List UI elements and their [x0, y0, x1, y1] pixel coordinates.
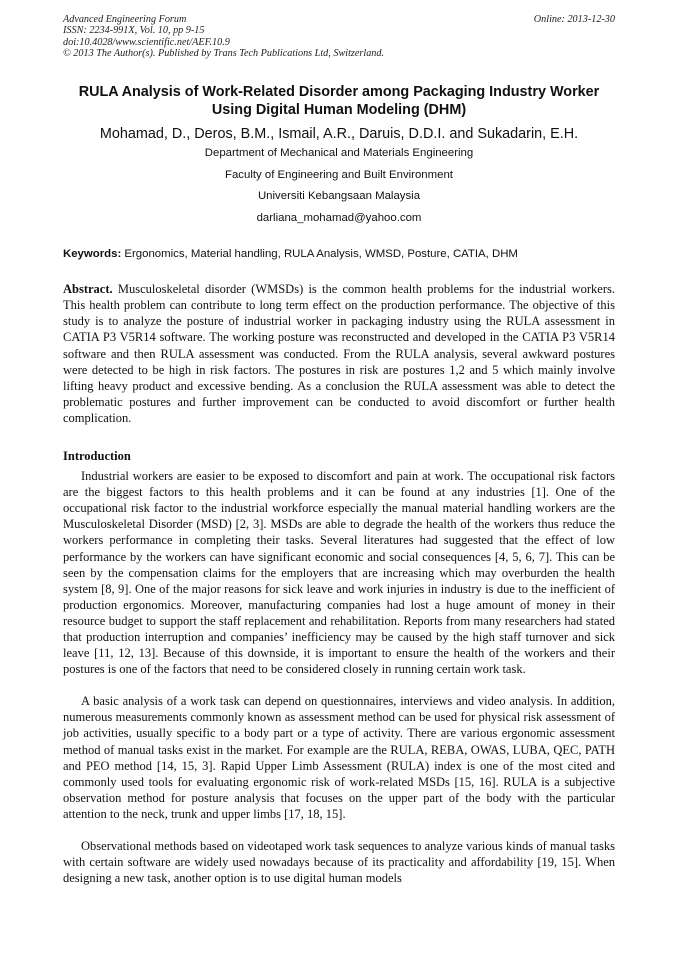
intro-paragraph: A basic analysis of a work task can depend on questionnaires, interviews and video analysis. In addition, numerous measurements commonly known as assessment method can be used for physical risk assessment of job activities, usually specific to a body part or a type of activity. There are various ergonomic assessment method of manual tasks exist in the market. For example are the RULA, REBA, OWAS, LUBA, QEC, PATH and PEO method [14, 15, 3]. Rapid Upper Limb Assessment (RULA) index is one of the most cited and commonly used tools for evaluating ergonomic risk of work-related MSDs [15, 16]. RULA is a subjective observation method for posture analysis that focuses on the upper part of the body with the particular attention to the neck, trunk and upper limbs [17, 18, 15].: [63, 694, 615, 821]
abstract-text: Musculoskeletal disorder (WMSDs) is the common health problems for the industrial workers. This health problem can contribute to long term effect on the production performance. The objective of this study is to analyze the posture of industrial worker in packaging industry using the RULA assessment in CATIA P3 V5R14 software. The working posture was reconstructed and developed in the CATIA P3 V5R14 software and then RULA assessment was conducted. From the RULA analysis, several awkward postures were detected to be high in risk factors. The postures in risk are postures 1,2 and 5 which mainly involve lifting heavy product and excessive bending. As a conclusion the RULA assessment was able to detect the problematic postures and further improvement can be conducted to avoid discomfort or further health complication.: [63, 282, 615, 425]
keywords-label: Keywords:: [63, 248, 122, 261]
author-email: darliana_mohamad@yahoo.com: [256, 211, 422, 224]
abstract-label: Abstract.: [63, 282, 113, 297]
affiliation-faculty: Faculty of Engineering and Built Environment: [225, 168, 453, 181]
intro-paragraph: Industrial workers are easier to be exposed to discomfort and pain at work. The occupational risk factors are the biggest factors to this health problems and it can be found at any industries [1]. One of the occupational risk factor to the industrial workforce especially the manual material handling workers are the Musculoskeletal Disorder (MSD) [2, 3]. MSDs are able to degrade the health of the workers thus reduce the workers performance in completing their tasks. Several literatures had suggested that the effect of low performance by the workers can have significant economic and social consequences [4, 5, 6, 7]. This can be seen by the compensation claims for the employers that are increasing which may overburden the health system [8, 9]. One of the major reasons for sick leave and work injuries in industry is due to the inefficient of production ergonomics. Moreover, manufacturing companies had lost a huge amount of money in their resource budget to support the staff replacement and rehabilitation. Reports from many researchers had stated that production interruption and companies’ inefficiency may be caused by the high staff turnover and sick leave [11, 12, 13]. Because of this downside, it is important to ensure the health of the workers and their postures is one of the factors that need to be considered closely in running certain work task.: [63, 469, 615, 677]
introduction-heading: Introduction: [63, 449, 131, 464]
paper-page: [63, 14, 615, 902]
doi-line: doi:10.4028/www.scientific.net/AEF.10.9: [63, 36, 230, 48]
keywords-text: Ergonomics, Material handling, RULA Analysis, WMSD, Posture, CATIA, DHM: [121, 248, 518, 261]
journal-name: Advanced Engineering Forum: [63, 14, 187, 25]
affiliation-department: Department of Mechanical and Materials Engineering: [204, 147, 474, 160]
author-list: Mohamad, D., Deros, B.M., Ismail, A.R., Daruis, D.D.I. and Sukadarin, E.H.: [99, 126, 579, 143]
issn-line: ISSN: 2234-991X, Vol. 10, pp 9-15: [63, 25, 205, 37]
journal-header: [63, 14, 615, 59]
keywords-block: [63, 247, 615, 261]
affiliation-university: Universiti Kebangsaan Malaysia: [257, 190, 421, 203]
intro-paragraph: Observational methods based on videotaped work task sequences to analyze various kinds of manual tasks with certain software are widely used nowadays because of its practicality and affordability [19, 15]. When designing a new task, another option is to use digital human models: [63, 839, 615, 886]
paper-title: RULA Analysis of Work-Related Disorder among Packaging Industry Worker Using Digital Human Modeling (DHM): [78, 84, 600, 119]
online-date: Online: 2013-12-30: [533, 14, 615, 25]
abstract-block: [63, 281, 615, 426]
copyright-line: © 2013 The Author(s). Published by Trans Tech Publications Ltd, Switzerland.: [63, 47, 385, 59]
